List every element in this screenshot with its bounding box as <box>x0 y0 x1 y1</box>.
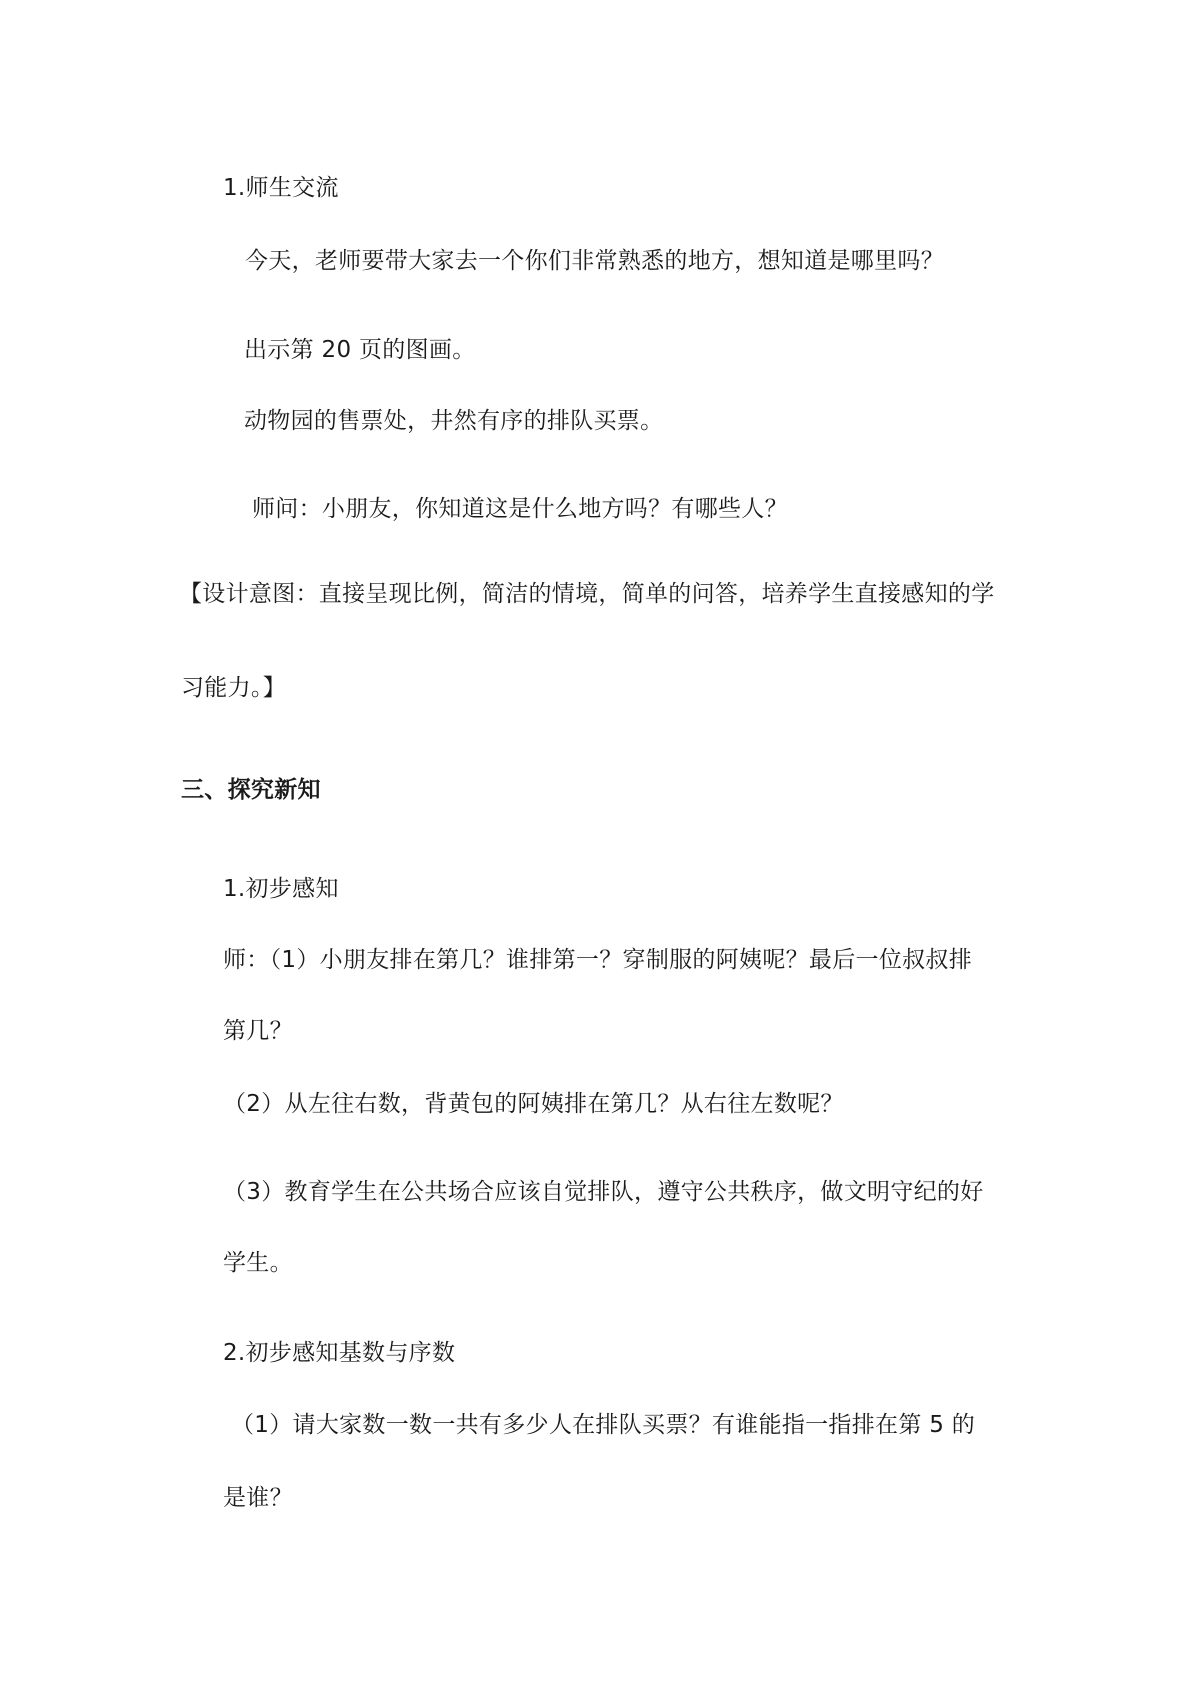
paragraph-line: 出示第 20 页的图画。 <box>244 337 476 363</box>
subheading-initial-perception: 1.初步感知 <box>223 876 339 902</box>
subheading-cardinal-ordinal: 2.初步感知基数与序数 <box>223 1340 456 1366</box>
subheading-teacher-student-exchange: 1.师生交流 <box>223 175 339 201</box>
paragraph-line: 动物园的售票处，井然有序的排队买票。 <box>244 408 664 434</box>
design-intent-line: 【设计意图：直接呈现比例，简洁的情境，简单的问答，培养学生直接感知的学 <box>179 581 995 607</box>
paragraph-line: 第几？ <box>223 1018 293 1044</box>
paragraph-line: 今天，老师要带大家去一个你们非常熟悉的地方，想知道是哪里吗？ <box>245 248 944 274</box>
paragraph-line: 师：（1）小朋友排在第几？谁排第一？穿制服的阿姨呢？最后一位叔叔排 <box>223 947 973 973</box>
paragraph-line: 是谁？ <box>223 1485 293 1511</box>
paragraph-line: 学生。 <box>223 1250 293 1276</box>
section-heading: 三、探究新知 <box>181 777 321 803</box>
paragraph-line: （2）从左往右数，背黄包的阿姨排在第几？从右往左数呢？ <box>223 1091 844 1117</box>
design-intent-line: 习能力。】 <box>181 675 286 701</box>
paragraph-line: （3）教育学生在公共场合应该自觉排队，遵守公共秩序，做文明守纪的好 <box>223 1179 984 1205</box>
paragraph-line: 师问：小朋友，你知道这是什么地方吗？有哪些人？ <box>252 496 788 522</box>
paragraph-line: （1）请大家数一数一共有多少人在排队买票？有谁能指一指排在第 5 的 <box>231 1412 976 1438</box>
